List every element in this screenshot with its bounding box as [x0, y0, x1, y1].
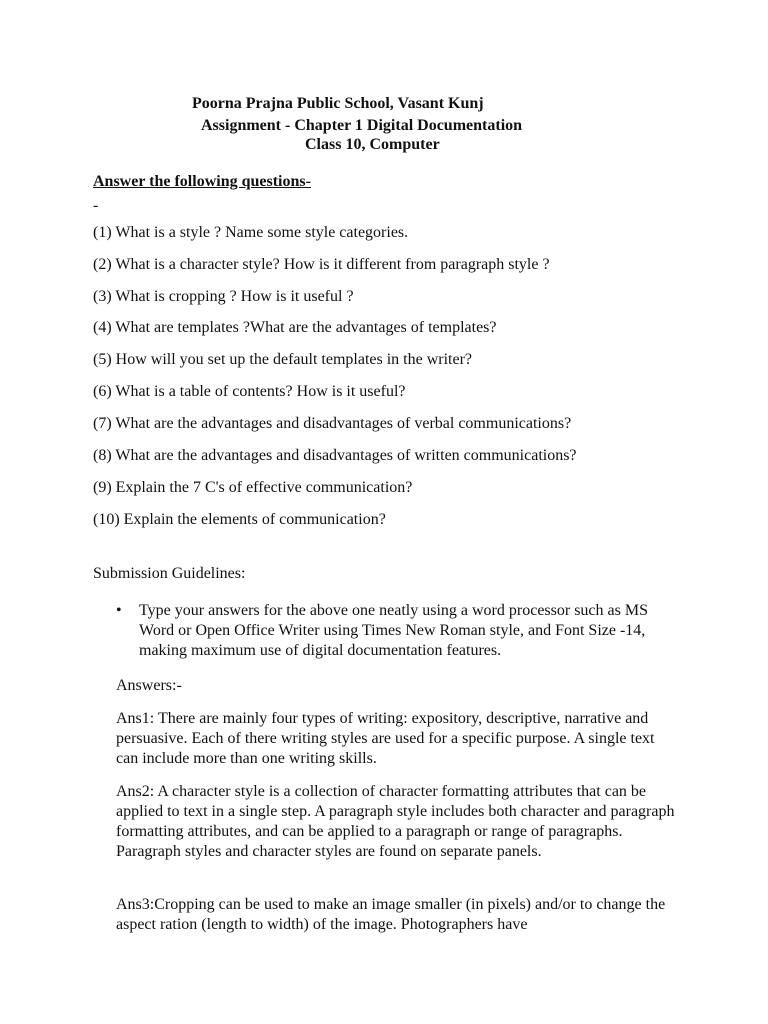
answer-1: Ans1: There are mainly four types of writing: expository, descriptive, narrative and persuasive. Each of there writing styles are used for a specific purpose. A single text can include more than one writing skills. [116, 710, 655, 767]
answer-3: Ans3:Cropping can be used to make an image smaller (in pixels) and/or to change the aspect ration (length to width) of the image. Photographers have [116, 896, 666, 933]
answer-2: Ans2: A character style is a collection of character formatting attributes that can be applied to text in a single step. A paragraph style includes both character and paragraph formatting attributes, and can be applied to a paragraph or range of paragraphs. Paragraph styles and character styles are found on separate panels. [116, 783, 675, 860]
instructions-heading: Answer the following questions- [93, 173, 311, 190]
question-2: (2) What is a character style? How is it different from paragraph style ? [93, 256, 550, 273]
question-5: (5) How will you set up the default templates in the writer? [93, 351, 473, 368]
question-4: (4) What are templates ?What are the advantages of templates? [93, 319, 497, 336]
school-name: Poorna Prajna Public School, Vasant Kunj [192, 95, 484, 112]
question-6: (6) What is a table of contents? How is it useful? [93, 383, 406, 400]
class-subtitle: Class 10, Computer [305, 136, 440, 153]
bullet-marker: • [116, 602, 122, 619]
question-9: (9) Explain the 7 C's of effective communication? [93, 479, 413, 496]
assignment-title: Assignment - Chapter 1 Digital Documentation [201, 117, 523, 134]
question-3: (3) What is cropping ? How is it useful ? [93, 288, 354, 305]
question-10: (10) Explain the elements of communication? [93, 511, 386, 528]
question-8: (8) What are the advantages and disadvantages of written communications? [93, 447, 577, 464]
question-1: (1) What is a style ? Name some style categories. [93, 224, 409, 241]
dash-line: - [93, 197, 99, 214]
question-7: (7) What are the advantages and disadvantages of verbal communications? [93, 415, 572, 432]
answers-heading: Answers:- [116, 677, 182, 694]
guideline-item: Type your answers for the above one neatly using a word processor such as MS Word or Open Office Writer using Times New Roman style, and Font Size -14, making maximum use of digital documentation features. [139, 602, 648, 659]
guidelines-heading: Submission Guidelines: [93, 565, 246, 582]
